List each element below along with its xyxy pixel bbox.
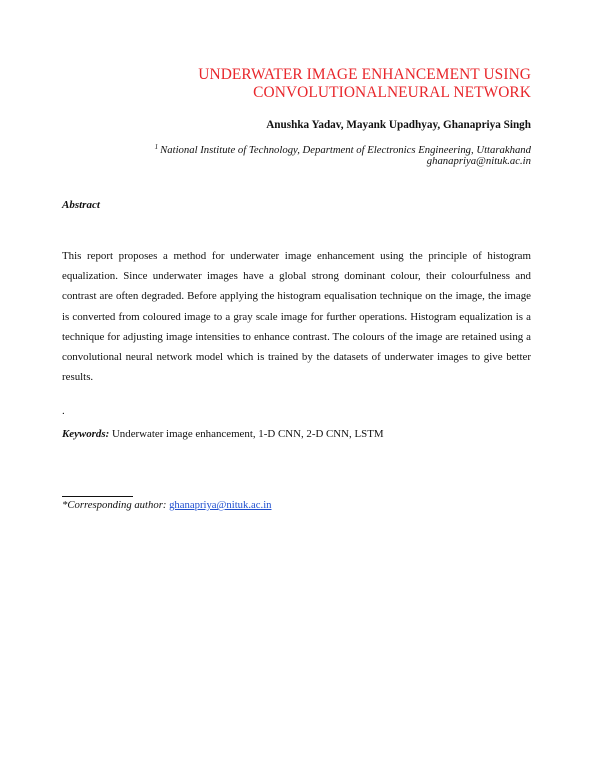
- keywords: [62, 428, 384, 440]
- keywords-text: Underwater image enhancement, 1-D CNN, 2-D CNN, LSTM: [111, 428, 384, 440]
- corresponding-author-email-link[interactable]: ghanapriya@nituk.ac.in: [169, 499, 272, 511]
- abstract-heading: Abstract: [62, 199, 100, 211]
- title-line-2: CONVOLUTIONALNEURAL NETWORK: [253, 84, 531, 101]
- paper-title: [51, 66, 531, 102]
- stray-dot: .: [62, 405, 65, 417]
- affiliation-text: National Institute of Technology, Department of Electronics Engineering, Uttarakhand: [160, 144, 531, 156]
- keywords-label: Keywords:: [62, 428, 110, 440]
- author-email: ghanapriya@nituk.ac.in: [426, 155, 531, 167]
- footnote: [62, 499, 272, 511]
- title-line-1: UNDERWATER IMAGE ENHANCEMENT USING: [198, 66, 531, 83]
- footnote-divider: [62, 496, 133, 497]
- abstract-body: This report proposes a method for underwater image enhancement using the principle of histogram equalization. Since underwater images have a global strong dominant colour, their colourfulness and contrast are often degraded. Before applying the histogram equalisation technique on the image, the image is converted from coloured image to a gray scale image for further operations. Histogram equalization is a technique for adjusting image intensities to enhance contrast. The colours of the image are retained using a convolutional neural network model which is trained by the datasets of underwater images to give better results.: [62, 250, 531, 384]
- affiliation-marker: 1: [154, 143, 159, 151]
- author-list: Anushka Yadav, Mayank Upadhyay, Ghanapriya Singh: [266, 119, 531, 131]
- footnote-label: *Corresponding author:: [62, 499, 167, 511]
